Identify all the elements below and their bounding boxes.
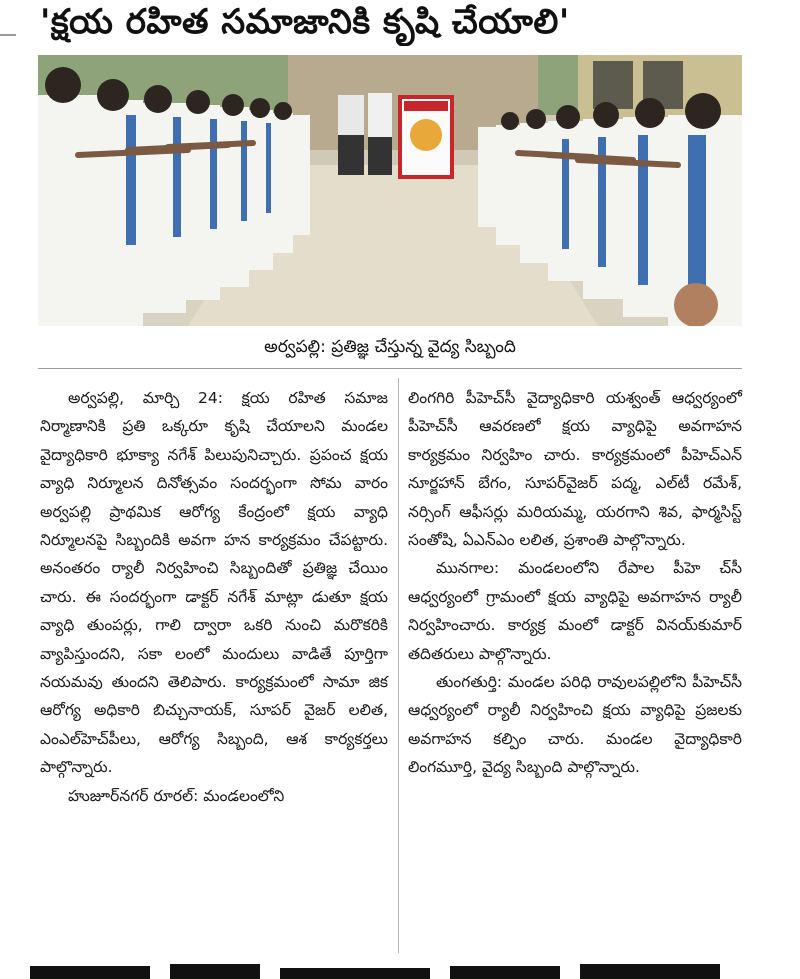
article-column-right xyxy=(408,384,742,782)
article-column-left xyxy=(40,384,388,810)
news-photo xyxy=(38,55,742,326)
column-divider xyxy=(398,378,399,953)
next-headline-cutoff xyxy=(30,960,780,979)
article-paragraph: మునగాల: మండలంలోని రేపాల పీహె చ్‌సీ ఆధ్వర్యంలో గ్రామంలో క్షయ వ్యాధిపై అవగాహన ర్యాలీ నిర్వహించారు. కార్యక్ర మంలో డాక్టర్ వినయ్‌కుమార్ తదితరులు పాల్గొన్నారు. xyxy=(408,559,742,663)
photo-caption: అర్వపల్లి: ప్రతిజ్ఞ చేస్తున్న వైద్య సిబ్బంది xyxy=(264,337,516,357)
article-paragraph: హుజూర్‌నగర్ రూరల్: మండలంలోని xyxy=(68,786,285,805)
article-paragraph: అర్వపల్లి, మార్చి 24: క్షయ రహిత సమాజ నిర్మాణానికి ప్రతి ఒక్కరూ కృషి చేయాలని మండల వైద్యాధికారి భూక్యా నగేశ్ పిలుపునిచ్చారు. ప్రపంచ క్షయ వ్యాధి నిర్మూలన దినోత్సవం సందర్భంగా సోమ వారం అర్వపల్లి ప్రాథమిక ఆరోగ్య కేంద్రంలో క్షయ వ్యాధి నిర్మూలనపై సిబ్బందికి అవగా హన కార్యక్రమం చేపట్టారు. అనంతరం ర్యాలీ నిర్వహించి సిబ్బందితో ప్రతిజ్ఞ చేయిం చారు. ఈ సందర్భంగా డాక్టర్ నగేశ్ మాట్లా డుతూ క్షయ వ్యాధి తుంపర్లు, గాలి ద్వారా ఒకరి నుంచి మరొకరికి వ్యాపిస్తుందని, సకా లంలో మందులు వాడితే పూర్తిగా నయమవు తుందని తెలిపారు. కార్యక్రమంలో సామా జిక ఆరోగ్య అధికారి బిచ్చునాయక్, సూపర్ వైజర్ లలిత, ఎంఎల్‌హెచ్‌పీలు, ఆరోగ్య సిబ్బంది, ఆశ కార్యకర్తలు పాల్గొన్నారు. xyxy=(40,389,388,777)
headline: 'క్షయ రహిత సమాజానికి కృషి చేయాలి' xyxy=(40,2,570,42)
left-margin-rule xyxy=(0,34,16,36)
caption-divider xyxy=(38,368,742,369)
article-paragraph: తుంగతుర్తి: మండల పరిధి రావులపల్లిలోని పీహెచ్‌సీ ఆధ్వర్యంలో ర్యాలీ నిర్వహించి క్షయ వ్యాధిపై ప్రజలకు అవగాహన కల్పిం చారు. మండల వైద్యాధికారి లింగమూర్తి, వైద్య సిబ్బంది పాల్గొన్నారు. xyxy=(408,673,742,777)
article-paragraph: లింగగిరి పీహెచ్‌సీ వైద్యాధికారి యశ్వంత్ ఆధ్వర్యంలో పీహెచ్‌సీ ఆవరణలో క్షయ వ్యాధిపై అవగాహన కార్యక్రమం నిర్వహిం చారు. కార్యక్రమంలో పీహెచ్‌ఎన్ నూర్జహాన్ బేగం, సూపర్‌వైజర్ పద్మ, ఎల్‌టీ రమేశ్, నర్సింగ్ ఆఫీసర్లు మరియమ్మ, యరగాని శివ, ఫార్మసిస్ట్ సంతోషి, ఏఎన్ఎం లలిత, ప్రశాంతి పాల్గొన్నారు. xyxy=(408,389,742,550)
